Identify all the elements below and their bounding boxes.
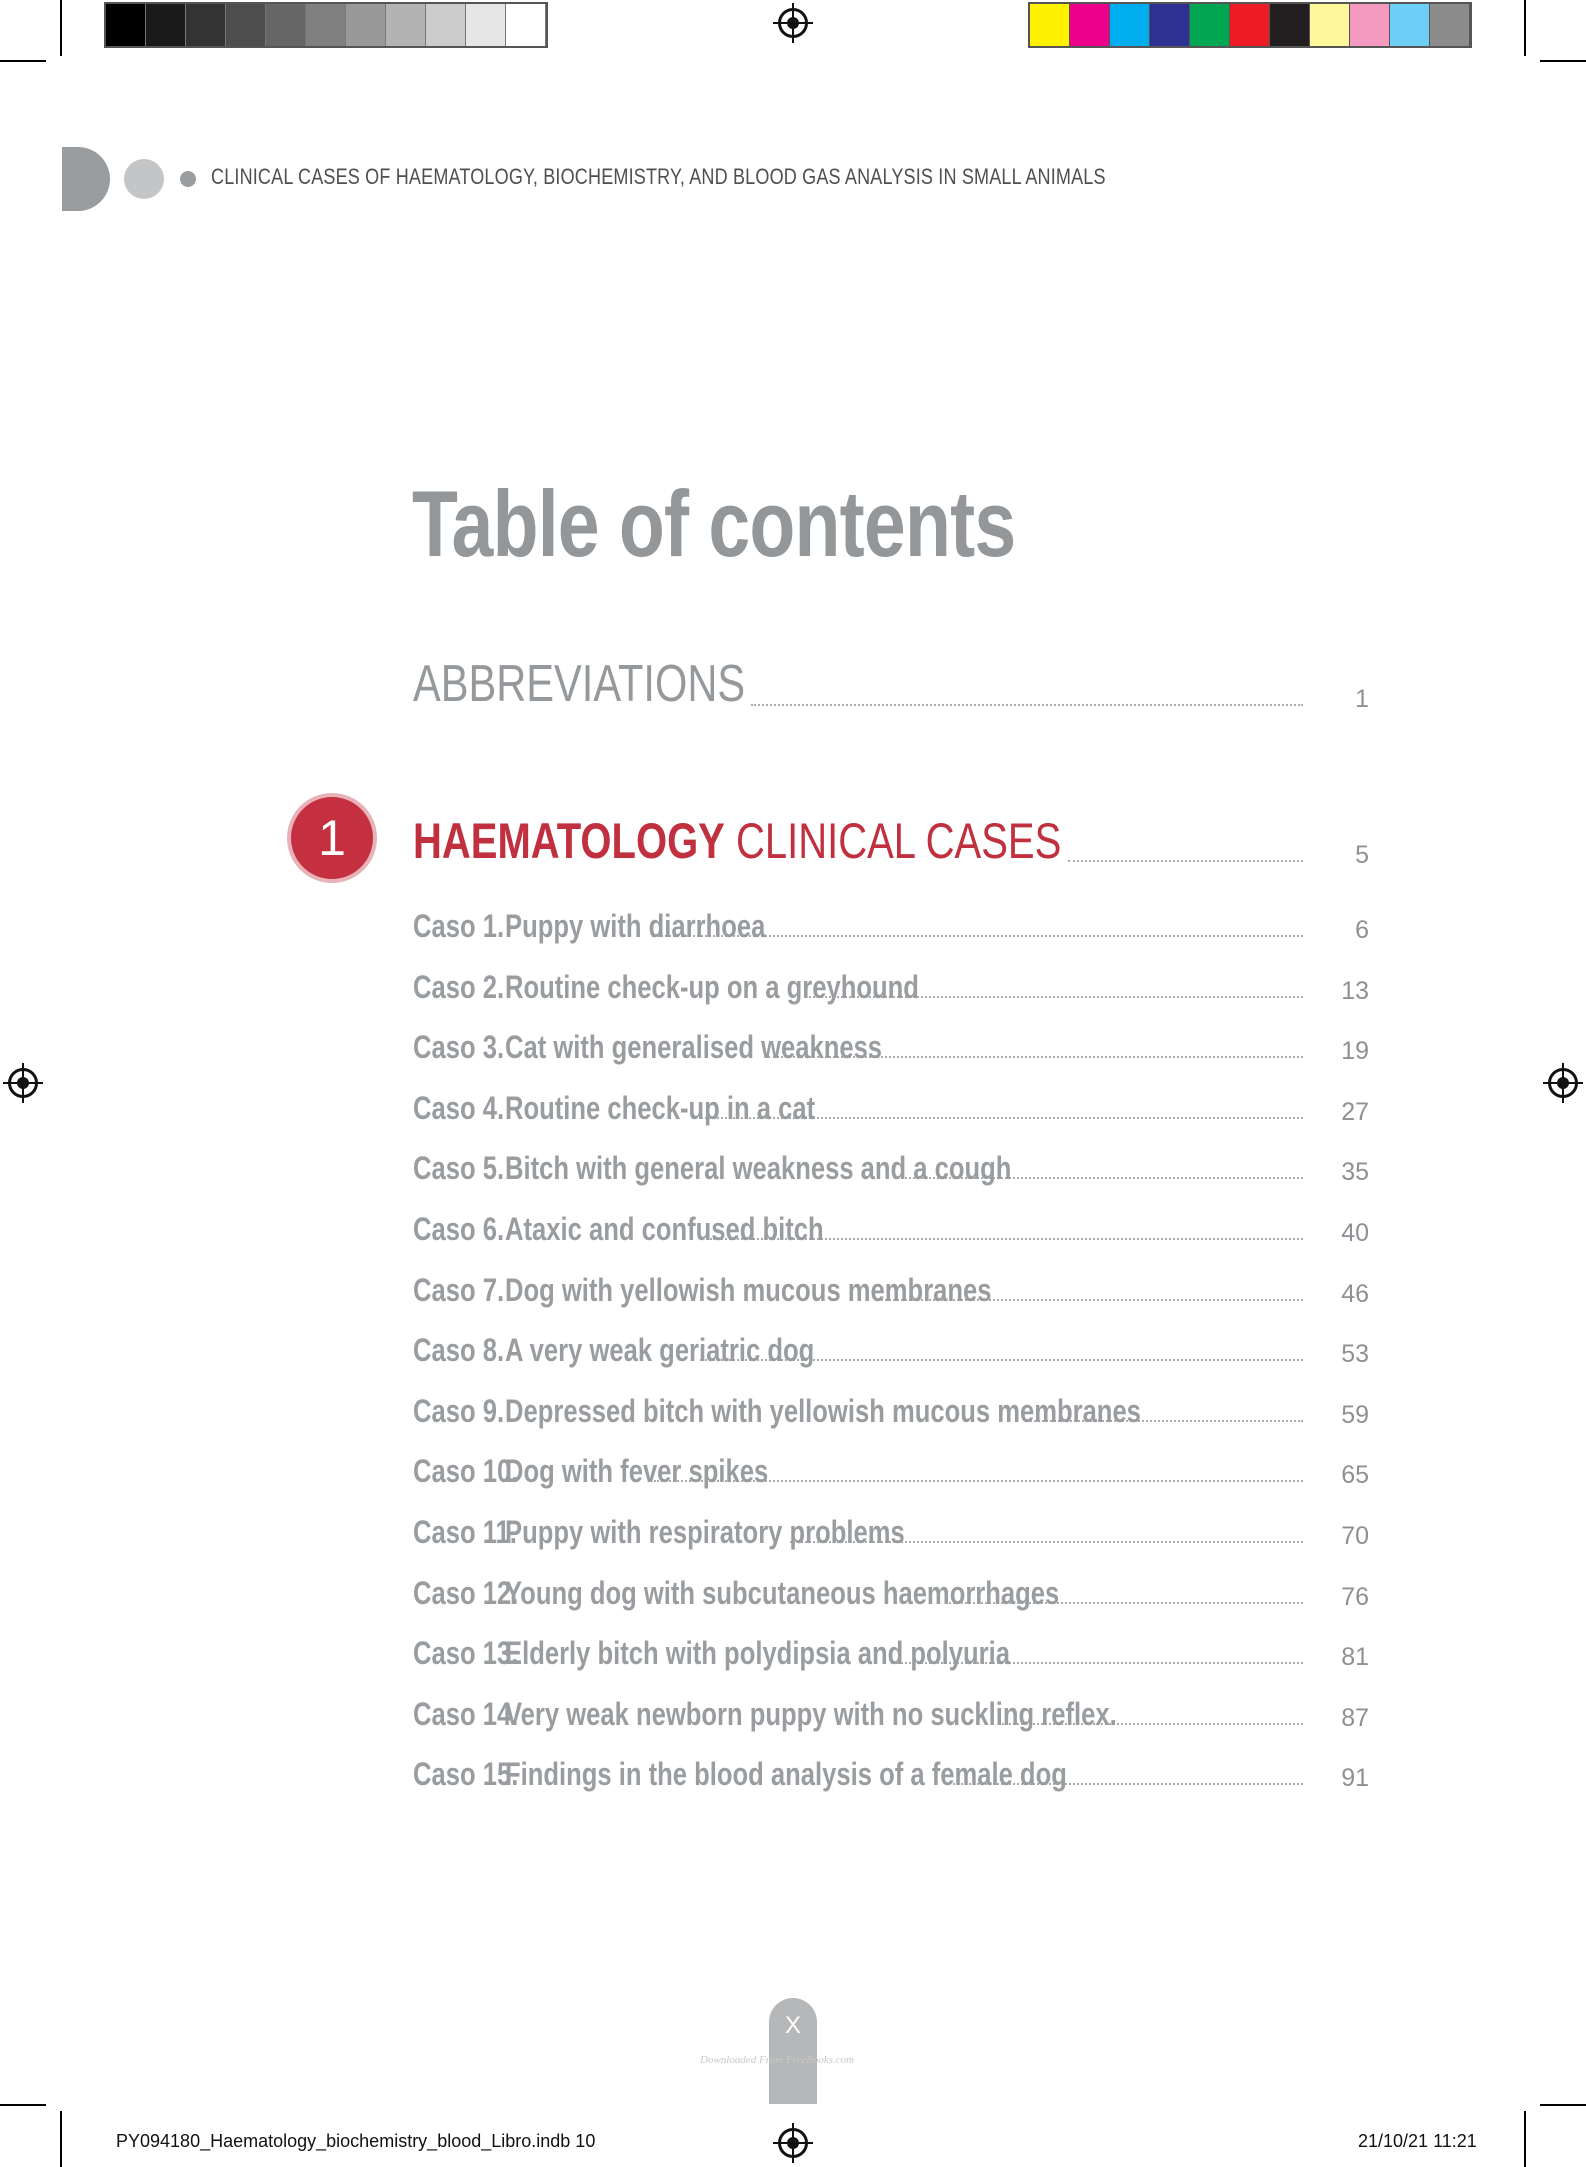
color-swatch xyxy=(186,4,226,46)
case-title: Puppy with diarrhoea xyxy=(505,908,766,944)
toc-page-number: 35 xyxy=(1341,1158,1369,1187)
toc-page-number: 13 xyxy=(1341,976,1369,1005)
crop-mark xyxy=(1524,2111,1526,2167)
toc-entry-chapter[interactable] xyxy=(413,812,1369,870)
toc-entry-label xyxy=(413,1575,1059,1612)
case-number: Caso 5. xyxy=(413,1150,505,1187)
case-title: Dog with yellowish mucous membranes xyxy=(505,1271,992,1308)
color-swatch xyxy=(306,4,346,46)
toc-entry-label xyxy=(413,1272,992,1309)
case-title: Elderly bitch with polydipsia and polyuria xyxy=(505,1635,1010,1672)
color-swatch xyxy=(1150,4,1190,46)
slug-timestamp: 21/10/21 11:21 xyxy=(1358,2131,1477,2151)
toc-entry-case[interactable] xyxy=(413,1029,1369,1066)
chapter-label-rest: CLINICAL CASES xyxy=(724,813,1062,869)
toc-entry-case[interactable] xyxy=(413,1332,1369,1369)
toc-entry-case[interactable] xyxy=(413,1575,1369,1612)
toc-page-number: 27 xyxy=(1341,1097,1369,1126)
color-swatch xyxy=(106,4,146,46)
toc-entry-label xyxy=(413,1393,1141,1430)
toc-page-number: 5 xyxy=(1355,841,1369,869)
toc-chapter-label xyxy=(413,812,1061,870)
color-swatch xyxy=(266,4,306,46)
case-number: Caso 10. xyxy=(413,1453,519,1490)
case-title: A very weak geriatric dog xyxy=(505,1332,815,1369)
running-head: CLINICAL CASES OF HAEMATOLOGY, BIOCHEMISTRY, AND BLOOD GAS ANALYSIS IN SMALL ANIMALS xyxy=(211,164,1106,189)
toc-entry-case[interactable] xyxy=(413,1090,1369,1127)
toc-entry-label xyxy=(413,908,765,945)
chapter-label-bold: HAEMATOLOGY xyxy=(413,813,725,869)
toc-entry-label xyxy=(413,1332,814,1369)
toc-entry-abbreviations[interactable] xyxy=(413,654,1369,714)
watermark: Downloaded From FreeBooks.com xyxy=(700,2054,855,2066)
toc-entry-case[interactable] xyxy=(413,1696,1369,1733)
slug-file-info: PY094180_Haematology_biochemistry_blood_Libro.indb 10 xyxy=(116,2131,596,2151)
color-swatch xyxy=(1270,4,1310,46)
dot-leader xyxy=(751,704,1303,706)
color-swatch xyxy=(1190,4,1230,46)
toc-entry-label xyxy=(413,1635,1010,1672)
toc-entry-label xyxy=(413,969,919,1006)
color-calibration-bar xyxy=(1028,2,1472,48)
crop-mark xyxy=(1524,0,1526,56)
toc-page-number: 1 xyxy=(1355,685,1369,713)
folio-tab: X xyxy=(769,1998,817,2104)
toc-entry-case[interactable] xyxy=(413,1756,1369,1793)
toc-entry-case[interactable] xyxy=(413,1272,1369,1309)
toc-entry-case[interactable] xyxy=(413,1453,1369,1490)
case-title: Very weak newborn puppy with no suckling reflex. xyxy=(505,1695,1117,1732)
toc-page-number: 70 xyxy=(1341,1522,1369,1550)
case-number: Caso 14. xyxy=(413,1695,519,1732)
case-number: Caso 11. xyxy=(413,1514,517,1550)
color-swatch xyxy=(346,4,386,46)
toc-page-number: 46 xyxy=(1341,1279,1369,1308)
header-bullet-icon xyxy=(180,171,196,187)
color-swatch xyxy=(1350,4,1390,46)
toc-page-number: 53 xyxy=(1341,1340,1369,1369)
case-title: Puppy with respiratory problems xyxy=(505,1514,905,1550)
color-swatch xyxy=(1030,4,1070,46)
toc-page-number: 19 xyxy=(1341,1037,1369,1066)
crop-mark xyxy=(1540,60,1586,62)
toc-page-number: 65 xyxy=(1341,1461,1369,1490)
case-title: Routine check-up in a cat xyxy=(505,1089,816,1126)
color-swatch xyxy=(1230,4,1270,46)
color-swatch xyxy=(386,4,426,46)
toc-entry-label xyxy=(413,1514,905,1551)
case-title: Depressed bitch with yellowish mucous membranes xyxy=(505,1392,1141,1429)
color-swatch xyxy=(506,4,546,46)
case-title: Young dog with subcutaneous haemorrhages xyxy=(505,1574,1060,1611)
toc-entry-case[interactable] xyxy=(413,969,1369,1006)
toc-entry-label xyxy=(413,1696,1117,1733)
crop-mark xyxy=(60,0,62,56)
page-title: Table of contents xyxy=(412,471,1016,576)
registration-mark-icon xyxy=(778,8,808,38)
registration-mark-icon xyxy=(778,2128,808,2158)
toc-entry-case[interactable] xyxy=(413,1514,1369,1551)
registration-mark-icon xyxy=(1548,1068,1578,1098)
toc-page-number: 81 xyxy=(1341,1643,1369,1672)
toc-entry-case[interactable] xyxy=(413,1211,1369,1248)
toc-entry-label xyxy=(413,1453,768,1490)
toc-page-number: 40 xyxy=(1341,1219,1369,1247)
color-swatch xyxy=(1310,4,1350,46)
registration-mark-icon xyxy=(8,1068,38,1098)
toc-page-number: 6 xyxy=(1355,916,1369,944)
dot-leader xyxy=(1068,860,1303,862)
toc-entry-case[interactable] xyxy=(413,1150,1369,1187)
toc-entry-case[interactable] xyxy=(413,908,1369,945)
toc-entry-label xyxy=(413,1029,882,1066)
case-title: Findings in the blood analysis of a female dog xyxy=(505,1756,1067,1793)
case-number: Caso 13. xyxy=(413,1635,519,1672)
toc-page-number: 87 xyxy=(1341,1703,1369,1732)
header-half-circle-icon xyxy=(62,147,110,211)
crop-mark xyxy=(60,2111,62,2167)
crop-mark xyxy=(0,2104,46,2106)
color-swatch xyxy=(466,4,506,46)
grayscale-calibration-bar xyxy=(104,2,548,48)
case-title: Dog with fever spikes xyxy=(505,1453,769,1490)
toc-page-number: 91 xyxy=(1341,1764,1369,1793)
case-title: Bitch with general weakness and a cough xyxy=(505,1150,1012,1187)
color-swatch xyxy=(426,4,466,46)
toc-entry-case[interactable] xyxy=(413,1635,1369,1672)
toc-page-number: 76 xyxy=(1341,1582,1369,1611)
toc-entry-case[interactable] xyxy=(413,1393,1369,1430)
chapter-number-badge: 1 xyxy=(287,793,377,883)
case-number: Caso 12. xyxy=(413,1574,519,1611)
color-swatch xyxy=(1110,4,1150,46)
toc-entry-label xyxy=(413,1211,824,1248)
case-title: Ataxic and confused bitch xyxy=(505,1211,824,1247)
case-number: Caso 7. xyxy=(413,1271,505,1308)
case-number: Caso 1. xyxy=(413,908,505,944)
case-title: Routine check-up on a greyhound xyxy=(505,968,919,1005)
case-number: Caso 8. xyxy=(413,1332,505,1369)
toc-entry-label: ABBREVIATIONS xyxy=(413,655,746,713)
color-swatch xyxy=(1430,4,1470,46)
case-number: Caso 4. xyxy=(413,1089,505,1126)
case-title: Cat with generalised weakness xyxy=(505,1029,883,1066)
color-swatch xyxy=(226,4,266,46)
crop-mark xyxy=(0,60,46,62)
case-number: Caso 6. xyxy=(413,1211,505,1247)
toc-entry-label xyxy=(413,1150,1011,1187)
toc-page-number: 59 xyxy=(1341,1400,1369,1429)
case-number: Caso 3. xyxy=(413,1029,505,1066)
color-swatch xyxy=(146,4,186,46)
case-number: Caso 15. xyxy=(413,1756,519,1793)
toc-entry-label xyxy=(413,1090,815,1127)
color-swatch xyxy=(1390,4,1430,46)
color-swatch xyxy=(1070,4,1110,46)
header-circle-icon xyxy=(124,159,164,199)
case-number: Caso 9. xyxy=(413,1392,505,1429)
toc-entry-label xyxy=(413,1756,1067,1793)
case-number: Caso 2. xyxy=(413,968,505,1005)
crop-mark xyxy=(1540,2104,1586,2106)
